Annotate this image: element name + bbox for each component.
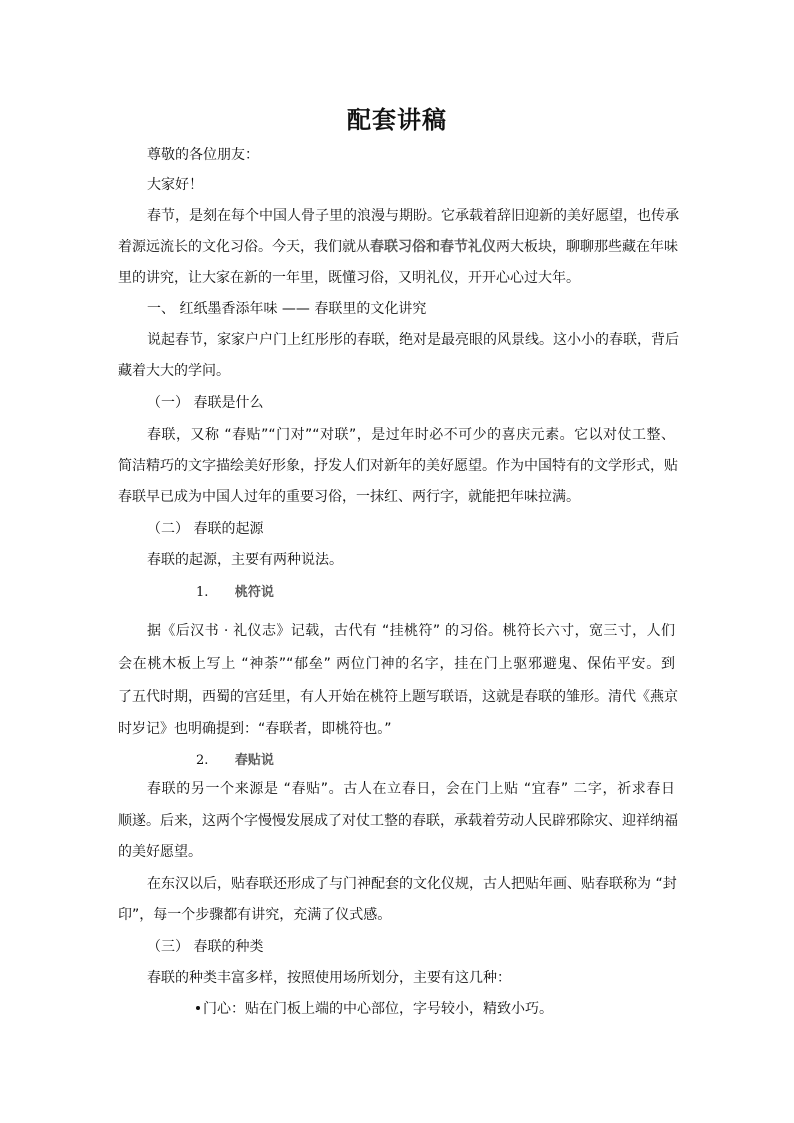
intro-highlight: 春联习俗和春节礼仪 (370, 239, 496, 255)
subsection-1-heading: （一） 春联是什么 (147, 395, 264, 411)
intro-line-2-head: 着源远流长的文化习俗。今天，我们就从 (118, 239, 370, 255)
intro-line-2-tail: 两大板块，聊聊那些藏在年味 (496, 239, 678, 255)
origin-item-2-label: 春贴说 (234, 753, 274, 768)
bullet-icon (196, 1006, 200, 1010)
origin-item-2-line-2: 顺遂。后来，这两个字慢慢发展成了对仗工整的春联，承载着劳动人民辟邪除灾、迎祥纳福 (118, 813, 678, 829)
origin-item-1-line-3: 了五代时期，西蜀的宫廷里，有人开始在桃符上题写联语，这就是春联的雏形。清代《燕京 (118, 689, 678, 705)
section-1-para-line-2: 藏着大大的学问。 (118, 363, 230, 379)
subsection-1-line-3: 春联早已成为中国人过年的重要习俗，一抹红、两行字，就能把年味拉满。 (118, 489, 580, 505)
subsection-1-line-1: 春联，又称 “春贴”“门对”“对联”，是过年时必不可少的喜庆元素。它以对仗工整、 (147, 427, 675, 443)
origin-item-2-line-1: 春联的另一个来源是 “春贴”。古人在立春日，会在门上贴 “宜春” 二字，祈求春日 (147, 781, 675, 797)
intro-line-1: 春节，是刻在每个中国人骨子里的浪漫与期盼。它承载着辞旧迎新的美好愿望，也传承 (147, 208, 679, 224)
intro-line-3: 里的讲究，让大家在新的一年里，既懂习俗，又明礼仪，开开心心过大年。 (118, 270, 580, 286)
extra-line-2: 印”，每一个步骤都有讲究，充满了仪式感。 (118, 907, 392, 923)
subsection-3-heading: （三） 春联的种类 (147, 939, 264, 955)
section-1-para-line-1: 说起春节，家家户户门上红彤彤的春联，绝对是最亮眼的风景线。这小小的春联，背后 (147, 332, 679, 348)
subsection-2-heading: （二） 春联的起源 (147, 521, 264, 537)
origin-item-1-label: 桃符说 (234, 585, 274, 600)
document-title: 配套讲稿 (347, 106, 447, 134)
subsection-2-intro: 春联的起源，主要有两种说法。 (147, 552, 343, 568)
origin-item-1-number: 1. (196, 585, 209, 600)
hello-line: 大家好！ (147, 177, 203, 193)
origin-item-1-line-2: 会在桃木板上写上 “神荼”“郁垒” 两位门神的名字，挂在门上驱邪避鬼、保佑平安。到 (118, 656, 675, 672)
greeting: 尊敬的各位朋友： (147, 147, 259, 163)
origin-item-2-line-3: 的美好愿望。 (118, 844, 202, 860)
subsection-1-line-2: 简洁精巧的文字描绘美好形象，抒发人们对新年的美好愿望。作为中国特有的文学形式，贴 (118, 458, 678, 474)
bullet-item-label: 门心 (203, 1001, 231, 1017)
intro-line-2 (118, 238, 678, 256)
extra-line-1: 在东汉以后，贴春联还形成了与门神配套的文化仪规，古人把贴年画、贴春联称为 “封 (147, 876, 677, 892)
bullet-item-text: ：贴在门板上端的中心部位，字号较小，精致小巧。 (231, 1001, 553, 1017)
origin-item-1-line-4: 时岁记》也明确提到：“春联者，即桃符也。” (118, 721, 392, 737)
origin-item-2-number: 2. (196, 753, 209, 768)
subsection-3-intro: 春联的种类丰富多样，按照使用场所划分，主要有这几种： (147, 970, 511, 986)
origin-item-2 (196, 751, 274, 770)
bullet-item (196, 1000, 553, 1018)
section-1-heading: 一、 红纸墨香添年味 —— 春联里的文化讲究 (147, 301, 427, 317)
origin-item-1-line-1: 据《后汉书 · 礼仪志》记载，古代有 “挂桃符” 的习俗。桃符长六寸，宽三寸，人们 (147, 623, 675, 639)
origin-item-1 (196, 583, 274, 602)
